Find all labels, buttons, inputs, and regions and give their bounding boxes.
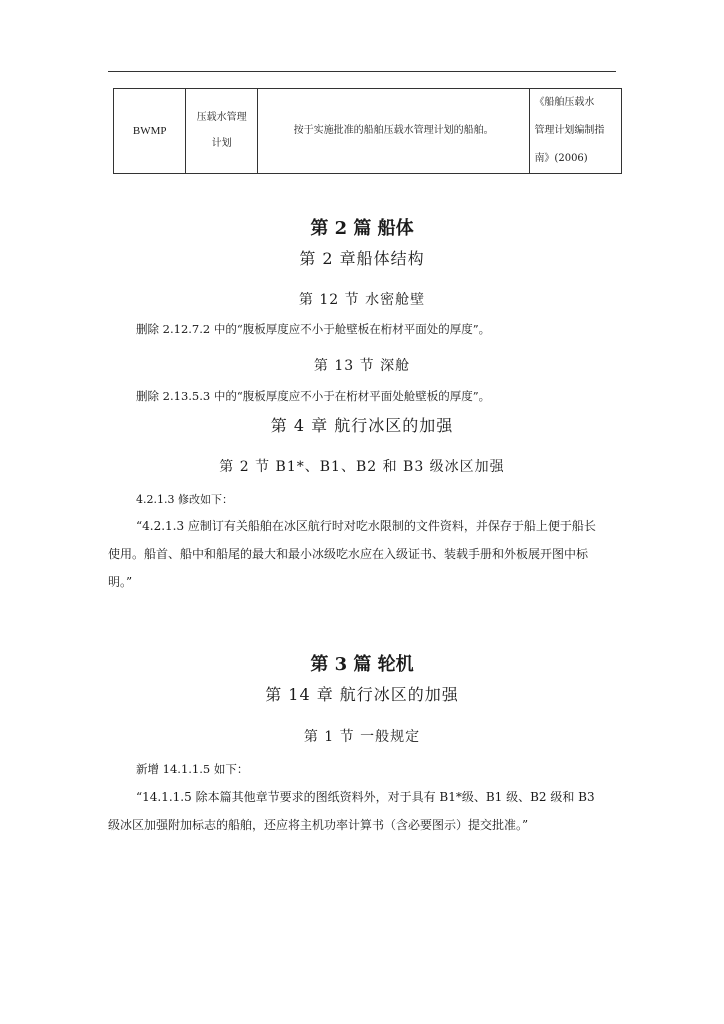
add-line: “14.1.1.5 除本篇其他章节要求的图纸资料外，对于具有 B1*级、B1 级、B2 级和 B3 bbox=[136, 790, 595, 804]
section13-paragraph: 删除 2.13.5.3 中的“腹板厚度应不小于在桁材平面处舱壁板的厚度”。 bbox=[136, 389, 491, 403]
header-rule bbox=[108, 71, 616, 72]
amend-line: 使用。船首、船中和船尾的最大和最小冰级吃水应在入级证书、装载手册和外板展开图中标 bbox=[108, 547, 589, 561]
amend-paragraph bbox=[108, 512, 616, 596]
term-cell bbox=[186, 89, 257, 174]
chapter4-section2-title: 第 2 节 B1*、B1、B2 和 B3 级冰区加强 bbox=[219, 459, 505, 475]
reference-line: 南》(2006) bbox=[534, 153, 588, 164]
part3-section1-title: 第 1 节 一般规定 bbox=[303, 729, 421, 745]
abbreviation-table bbox=[113, 88, 622, 174]
section12-title: 第 12 节 水密舱壁 bbox=[298, 292, 426, 308]
reference-line: 《船舶压载水 bbox=[534, 97, 595, 108]
part2-title: 第 2 篇 船体 bbox=[310, 218, 414, 239]
reference-cell bbox=[530, 89, 622, 174]
amend-line: 明。” bbox=[108, 575, 133, 589]
section13-title: 第 13 节 深舱 bbox=[313, 358, 411, 374]
part2-chapter-title: 第 2 章船体结构 bbox=[299, 249, 425, 268]
amend-line: “4.2.1.3 应制订有关船舶在冰区航行时对吃水限制的文件资料，并保存于船上便于船长 bbox=[136, 519, 596, 533]
part3-chapter-title: 第 14 章 航行冰区的加强 bbox=[265, 685, 459, 704]
add-paragraph bbox=[108, 783, 616, 839]
term-line: 计划 bbox=[211, 138, 232, 149]
abbr-cell: BWMP bbox=[114, 89, 186, 174]
chapter4-title: 第 4 章 航行冰区的加强 bbox=[270, 416, 454, 435]
add-intro: 新增 14.1.1.5 如下： bbox=[136, 762, 249, 776]
part3-title: 第 3 篇 轮机 bbox=[310, 654, 414, 675]
definition-cell: 按于实施批准的船舶压载水管理计划的船舶。 bbox=[257, 89, 530, 174]
add-line: 级冰区加强附加标志的船舶，还应将主机功率计算书（含必要图示）提交批准。” bbox=[108, 818, 529, 832]
amend-intro: 4.2.1.3 修改如下： bbox=[136, 493, 233, 506]
section12-paragraph: 删除 2.12.7.2 中的“腹板厚度应不小于舱壁板在桁材平面处的厚度”。 bbox=[136, 322, 491, 336]
table-row bbox=[114, 89, 622, 174]
term-line: 压载水管理 bbox=[196, 112, 247, 123]
reference-line: 管理计划编制指 bbox=[534, 125, 605, 136]
